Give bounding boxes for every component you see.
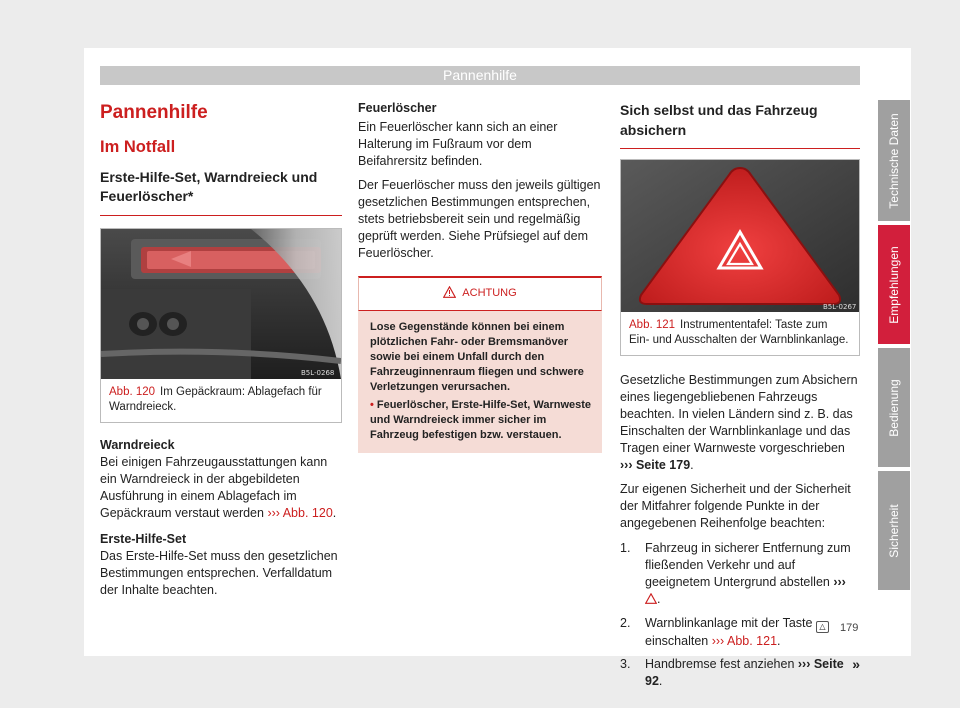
erstehilfe-block xyxy=(100,531,342,599)
feuerloescher-text-1: Ein Feuerlöscher kann sich an einer Halterung im Fußraum vor dem Beifahrersitz befinden. xyxy=(358,120,558,168)
hazard-warning-button-image xyxy=(621,160,859,312)
figure-120 xyxy=(100,228,342,423)
continue-arrow-icon: » xyxy=(852,656,860,672)
section-title: Im Notfall xyxy=(100,138,176,156)
list-item: 1. Fahrzeug in sicherer Entfernung zum fließenden Verkehr und auf geeignetem Untergrund abstellen ››› . xyxy=(620,540,860,609)
page-number: 179 xyxy=(840,622,859,634)
figure-label: Abb. 120 xyxy=(109,386,156,398)
chapter-title: Pannenhilfe xyxy=(100,102,208,123)
warndreieck-text: Bei einigen Fahrzeugausstattungen kann ein Warndreieck in der abgebildeten Ausführung in einem Ablagefach im Gepäckraum verstaut werden ››› Abb. 120. xyxy=(100,455,337,520)
tab-sicherheit[interactable]: Sicherheit xyxy=(878,471,910,590)
figure-code-121: B5L-0267 xyxy=(823,303,857,311)
warning-header xyxy=(358,276,602,311)
subsection-title: Erste-Hilfe-Set, Warndreieck und Feuerlöscher* xyxy=(100,168,342,216)
warning-text: Lose Gegenstände können bei einem plötzlichen Fahr- oder Bremsmanöver sowie bei einem Unfall durch den Fahrzeuginnenraum fliegen und schwere Verletzungen verursachen. xyxy=(370,321,584,393)
warning-triangle-icon xyxy=(443,286,456,304)
tab-bedienung[interactable]: Bedienung xyxy=(878,348,910,467)
warning-title: ACHTUNG xyxy=(462,287,517,299)
column-right xyxy=(620,100,860,696)
warndreieck-block xyxy=(100,437,342,522)
figure-label-121: Abb. 121 xyxy=(629,319,676,331)
figure-caption xyxy=(101,379,341,422)
hazard-button-photo xyxy=(621,160,859,312)
absichern-text-1: Gesetzliche Bestimmungen zum Absichern eines liegengebliebenen Fahrzeugs beachten. In vielen Ländern sind z. B. das Einschalten der Warnblinkanlage und das Tragen einer Warnweste vorgeschrieben ››› Seite 179. xyxy=(620,373,858,472)
figure-reference-link[interactable]: ››› Abb. 120 xyxy=(267,506,333,520)
steps-list xyxy=(620,540,860,690)
tab-technische-daten[interactable]: Technische Daten xyxy=(878,100,910,221)
erstehilfe-text: Das Erste-Hilfe-Set muss den gesetzlichen Bestimmungen entsprechen. Verfalldatum der Inhalte beachten. xyxy=(100,549,338,597)
hazard-button-icon: △ xyxy=(816,621,829,633)
figure-reference-link[interactable]: ››› Abb. 121 xyxy=(711,634,778,648)
warning-bullet: • Feuerlöscher, Erste-Hilfe-Set, Warnweste und Warndreieck immer sicher im Fahrzeug befestigen bzw. verstauen. xyxy=(370,399,592,441)
figure-121 xyxy=(620,159,860,356)
reference-link[interactable]: ››› xyxy=(833,575,846,589)
section-heading-absichern: Sich selbst und das Fahrzeug absichern xyxy=(620,100,860,149)
page-reference-link[interactable]: ››› Seite 179 xyxy=(620,458,691,472)
feuerloescher-heading: Feuerlöscher xyxy=(358,101,437,115)
running-header: Pannenhilfe xyxy=(100,66,860,85)
column-middle xyxy=(358,100,602,453)
feuerloescher-text-2: Der Feuerlöscher muss den jeweils gültigen gesetzlichen Bestimmungen entsprechen, stets betriebsbereit sein und regelmäßig geprüft werden. Siehe Prüfsiegel auf dem Feuerlöscher. xyxy=(358,178,601,260)
warning-triangle-compartment-image xyxy=(101,229,341,379)
column-left xyxy=(100,100,342,599)
figure-caption-121 xyxy=(621,312,859,355)
page-reference-link[interactable]: ››› Seite 92 xyxy=(645,657,844,688)
warning-box xyxy=(358,276,602,453)
figure-caption-text: Im Gepäckraum: Ablagefach für Warndreieck. xyxy=(109,386,322,413)
warndreieck-heading: Warndreieck xyxy=(100,438,175,452)
erstehilfe-heading: Erste-Hilfe-Set xyxy=(100,532,187,546)
bullet-icon: • xyxy=(370,399,374,411)
figure-caption-text-121: Instrumententafel: Taste zum Ein- und Ausschalten der Warnblinkanlage. xyxy=(629,319,849,346)
tab-empfehlungen[interactable]: Empfehlungen xyxy=(878,225,910,344)
list-item: 2. Warnblinkanlage mit der Taste △ einschalten ››› Abb. 121. xyxy=(620,615,860,650)
list-item: 3. Handbremse fest anziehen ››› Seite 92. » xyxy=(620,656,860,688)
warning-triangle-icon xyxy=(645,592,657,609)
figure-code: B5L-0268 xyxy=(301,369,335,377)
chapter-tabs xyxy=(878,100,910,594)
trunk-photo xyxy=(101,229,341,379)
absichern-text-2: Zur eigenen Sicherheit und der Sicherheit der Mitfahrer folgende Punkte in der angegebenen Reihenfolge beachten: xyxy=(620,482,851,530)
warning-body xyxy=(358,311,602,453)
